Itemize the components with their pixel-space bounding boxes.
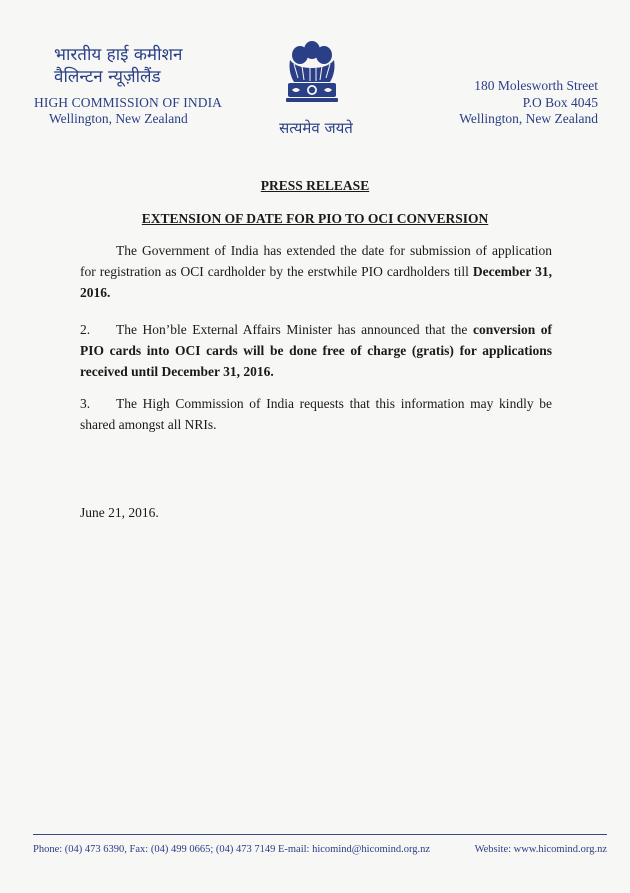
address-street: 180 Molesworth Street xyxy=(474,78,598,93)
footer xyxy=(33,844,607,855)
paragraph-3-number: 3. xyxy=(80,396,91,411)
paragraph-1-deadline: December 31, 2016. xyxy=(80,264,553,300)
paragraph-3-text: The High Commission of India requests that this information may kindly be shared amongst all NRIs. xyxy=(80,396,552,432)
address-city: Wellington, New Zealand xyxy=(459,111,598,126)
national-motto: सत्यमेव जयते xyxy=(279,119,353,137)
paragraph-2-number: 2. xyxy=(80,322,91,337)
address-po-box: P.O Box 4045 xyxy=(522,94,598,110)
paragraph-1-text: The Government of India has extended the date for submission of application for registration as OCI cardholder by the erstwhile PIO cardholders till xyxy=(80,243,552,279)
hindi-org-name: भारतीय हाई कमीशन xyxy=(54,45,183,65)
paragraph-3 xyxy=(80,393,552,435)
hindi-city: वैलिन्टन न्यूज़ीलैंड xyxy=(54,67,161,87)
sender-header xyxy=(34,44,234,127)
paragraph-2-emphasis: conversion of PIO cards into OCI cards will be done free of charge (gratis) for applications received until December 31, 2016. xyxy=(80,322,552,379)
footer-website: Website: www.hicomind.org.nz xyxy=(474,844,607,855)
org-name: HIGH COMMISSION OF INDIA xyxy=(34,95,223,110)
press-release-heading: PRESS RELEASE xyxy=(260,178,370,193)
document-date: June 21, 2016. xyxy=(80,505,159,520)
paragraph-2-text: The Hon’ble External Affairs Minister has announced that the xyxy=(116,322,473,337)
footer-divider xyxy=(33,834,607,835)
subject-heading: EXTENSION OF DATE FOR PIO TO OCI CONVERSION xyxy=(141,211,489,226)
org-city: Wellington, New Zealand xyxy=(49,111,188,126)
paragraph-2 xyxy=(80,319,552,382)
national-emblem-icon xyxy=(284,38,340,116)
footer-contact: Phone: (04) 473 6390, Fax: (04) 499 0665; (04) 473 7149 E-mail: hicomind@hicomind.org.nz xyxy=(33,844,431,855)
address-block xyxy=(459,78,598,128)
paragraph-1 xyxy=(80,240,552,303)
